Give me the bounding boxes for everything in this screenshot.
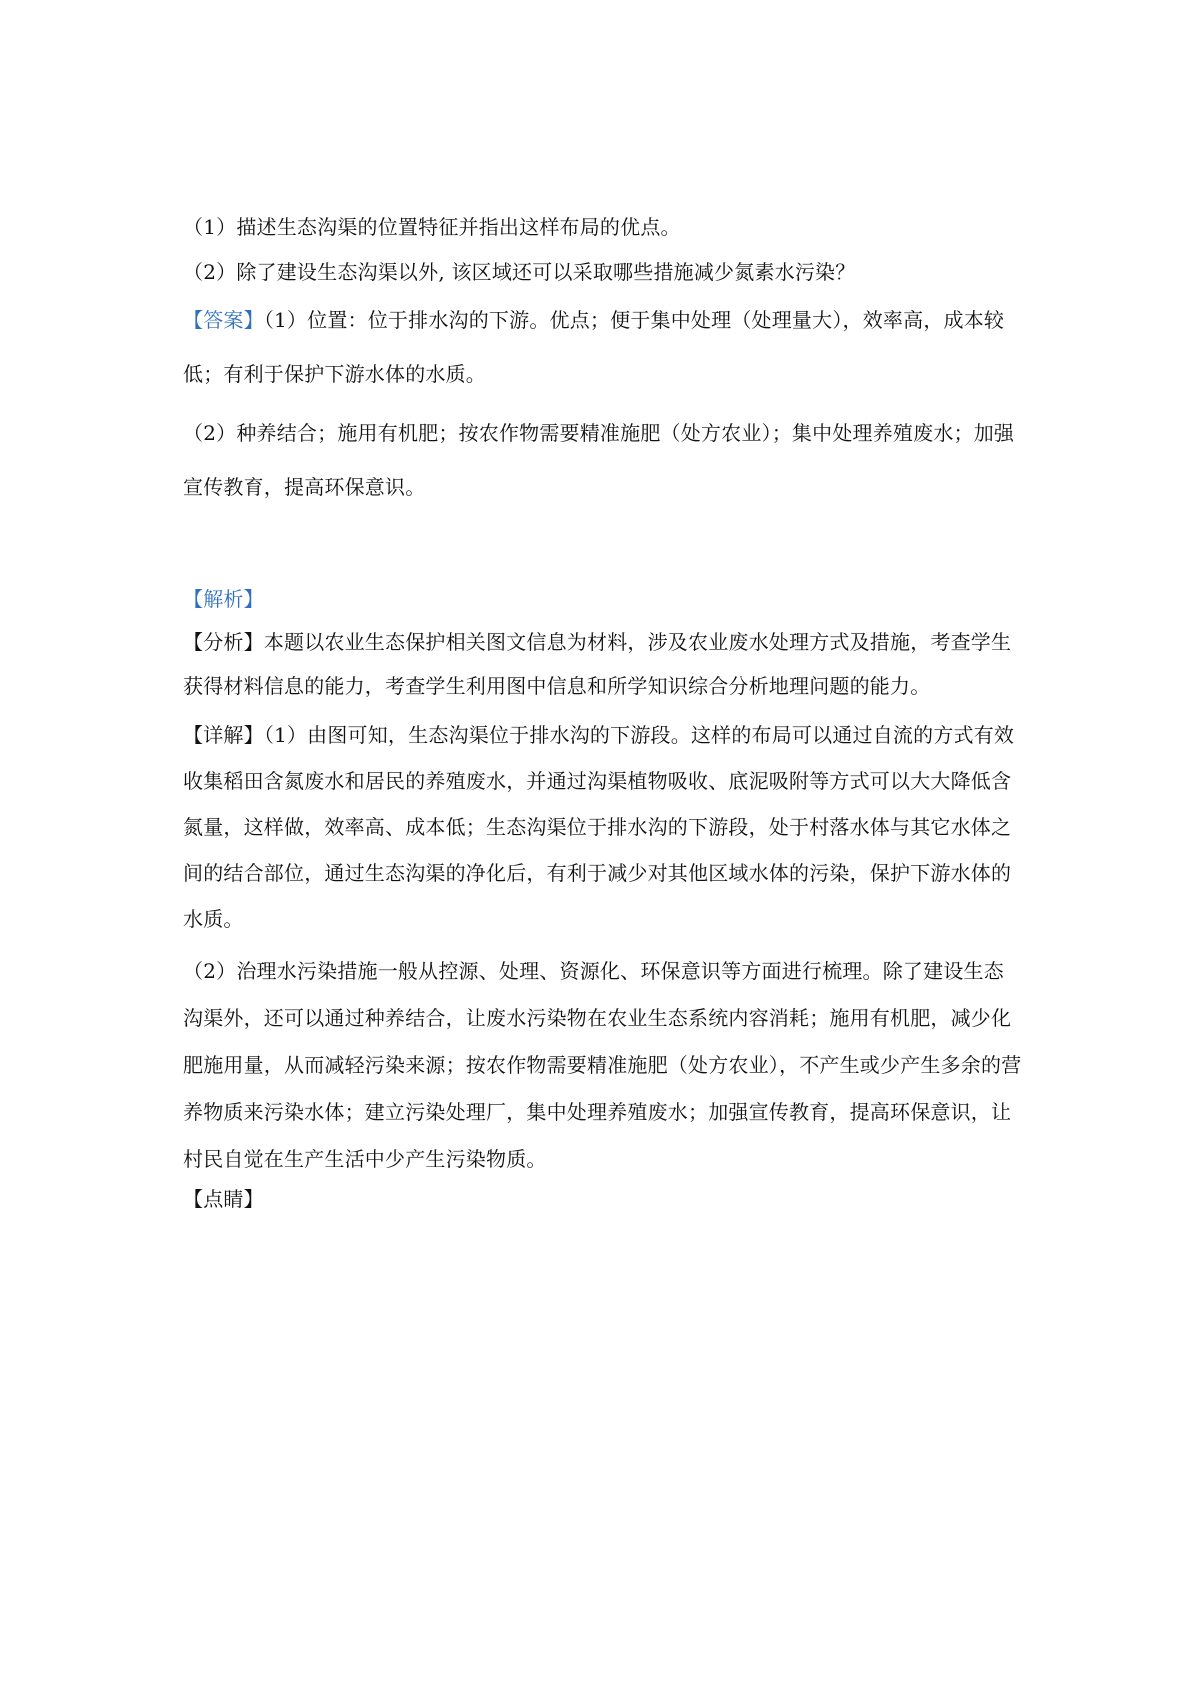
xiangjie-paragraph-1 — [183, 712, 1023, 942]
xiangjie-label: 【详解】 — [183, 723, 264, 747]
analysis-label: 【解析】 — [183, 587, 264, 611]
answer-text-1: （1）位置：位于排水沟的下游。优点；便于集中处理（处理量大），效率高，成本较低；有利于保护下游水体的水质。 — [183, 308, 1005, 386]
xiangjie-paragraph-2: （2）治理水污染措施一般从控源、处理、资源化、环保意识等方面进行梳理。除了建设生态沟渠外，还可以通过种养结合，让废水污染物在农业生态系统内容消耗；施用有机肥，减少化肥施用量，从而减轻污染来源；按农作物需要精准施肥（处方农业），不产生或少产生多余的营养物质来污染水体；建立污染处理厂，集中处理养殖废水；加强宣传教育，提高环保意识，让村民自觉在生产生活中少产生污染物质。 — [183, 959, 1022, 1171]
fenxi-text: 本题以农业生态保护相关图文信息为材料，涉及农业废水处理方式及措施，考查学生获得材料信息的能力，考查学生利用图中信息和所学知识综合分析地理问题的能力。 — [183, 630, 1012, 698]
xiangjie-text-1: （1）由图可知，生态沟渠位于排水沟的下游段。这样的布局可以通过自流的方式有效收集稻田含氮废水和居民的养殖废水，并通过沟渠植物吸收、底泥吸附等方式可以大大降低含氮量，这样做，效率高、成本低；生态沟渠位于排水沟的下游段，处于村落水体与其它水体之间的结合部位，通过生态沟渠的净化后，有利于减少对其他区域水体的污染，保护下游水体的水质。 — [183, 723, 1015, 931]
dianjing-label: 【点睛】 — [183, 1187, 264, 1211]
question-1: （1）描述生态沟渠的位置特征并指出这样布局的优点。 — [183, 215, 681, 239]
answer-part-1 — [183, 293, 1023, 401]
fenxi-label: 【分析】 — [183, 630, 264, 654]
answer-part-2: （2）种养结合；施用有机肥；按农作物需要精准施肥（处方农业）；集中处理养殖废水；加强宣传教育，提高环保意识。 — [183, 421, 1015, 499]
document-page — [183, 212, 1023, 1214]
question-2: （2）除了建设生态沟渠以外, 该区域还可以采取哪些措施减少氮素水污染？ — [183, 260, 856, 284]
fenxi-paragraph — [183, 620, 1023, 708]
answer-label: 【答案】 — [183, 308, 264, 332]
